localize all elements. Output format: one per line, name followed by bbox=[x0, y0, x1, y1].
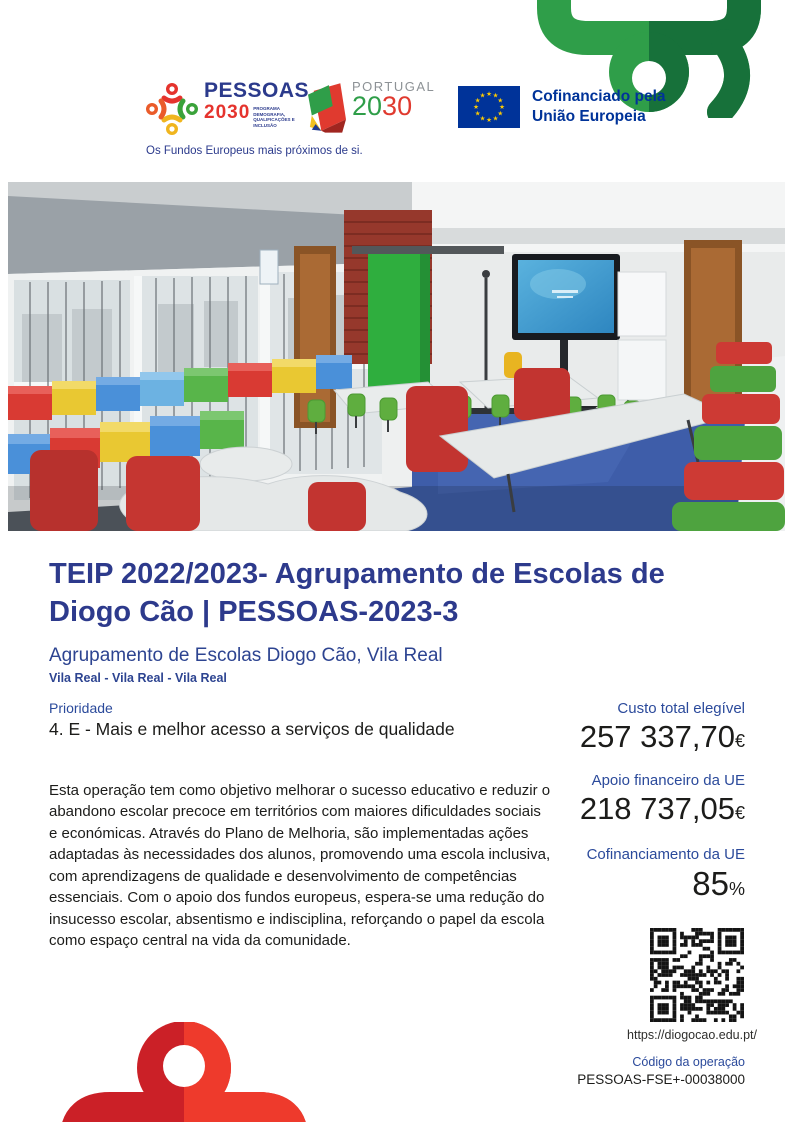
pessoas-logo-year: 2030 bbox=[204, 102, 251, 123]
qr-code bbox=[650, 928, 744, 1022]
svg-text:★: ★ bbox=[479, 91, 486, 100]
svg-text:★: ★ bbox=[474, 96, 481, 105]
operation-code: PESSOAS-FSE+-00038000 bbox=[577, 1072, 745, 1087]
portugal-logo-name: PORTUGAL bbox=[352, 79, 436, 94]
funds-tagline: Os Fundos Europeus mais próximos de si. bbox=[146, 145, 363, 157]
metric-eu-support-value bbox=[580, 791, 745, 827]
pessoas-figure-red-icon bbox=[52, 1022, 312, 1122]
metric-cofinancing-rate-value bbox=[587, 865, 745, 903]
svg-text:★: ★ bbox=[497, 96, 504, 105]
metric-total-cost-unit: € bbox=[734, 731, 745, 751]
classroom-photo bbox=[8, 182, 785, 531]
svg-text:★: ★ bbox=[479, 114, 486, 123]
logo-row bbox=[0, 78, 793, 138]
svg-text:★: ★ bbox=[474, 109, 481, 118]
metric-total-cost-value bbox=[580, 719, 745, 755]
metric-eu-support-unit: € bbox=[734, 803, 745, 823]
page-title: TEIP 2022/2023- Agrupamento de Escolas de Diogo Cão | PESSOAS-2023-3 bbox=[49, 558, 665, 628]
metric-total-cost-label: Custo total elegível bbox=[617, 700, 745, 717]
portugal-logo-year bbox=[352, 93, 435, 120]
eu-cofunding-logo bbox=[458, 86, 666, 128]
svg-text:★: ★ bbox=[499, 103, 505, 111]
beneficiary-name: Agrupamento de Escolas Diogo Cão, Vila Real bbox=[49, 645, 443, 666]
eu-label-line1: Cofinanciado pela bbox=[532, 87, 666, 105]
portugal-2030-logo bbox=[308, 80, 435, 134]
metric-cofinancing-rate-number: 85 bbox=[692, 865, 729, 902]
portugal-year-20: 20 bbox=[352, 91, 383, 121]
eu-flag-icon bbox=[458, 86, 520, 128]
metric-cofinancing-rate-label: Cofinanciamento da UE bbox=[586, 846, 745, 863]
website-link[interactable]: https://diogocao.edu.pt/ bbox=[627, 1028, 757, 1042]
operation-code-label: Código da operação bbox=[632, 1055, 745, 1069]
location-line: Vila Real - Vila Real - Vila Real bbox=[49, 671, 227, 685]
metric-total-cost-number: 257 337,70 bbox=[579, 719, 735, 754]
priority-value: 4. E - Mais e melhor acesso a serviços de qualidade bbox=[49, 719, 455, 739]
pessoas-logo-caption: PROGRAMA DEMOGRAFIA, QUALIFICAÇÕES E INCLUSÃO bbox=[253, 106, 295, 128]
metric-cofinancing-rate-unit: % bbox=[728, 879, 745, 899]
svg-text:★: ★ bbox=[486, 90, 492, 98]
metric-eu-support-number: 218 737,05 bbox=[579, 791, 735, 826]
priority-label: Prioridade bbox=[49, 700, 113, 716]
operation-description: Esta operação tem como objetivo melhorar o sucesso educativo e reduzir o abandono escolar precoce em territórios com maiores dificuldades sociais e económicas. Através do Plano de Melhoria, são implementadas ações adaptadas às necessidades dos alunos, promovendo uma escola inclusiva, com aprendizagens de qualidade e desenvolvimento de competências essenciais. Com o apoio dos fundos europeus, espera-se uma redução do insucesso escolar, absentismo e indisciplina, reforçando o papel da escola como espaço central na vida da comunidade. bbox=[49, 782, 551, 950]
svg-text:★: ★ bbox=[492, 91, 499, 100]
metric-total-cost bbox=[580, 700, 745, 755]
portugal-year-30: 30 bbox=[382, 91, 413, 121]
pessoas-logo-name: PESSOAS bbox=[204, 79, 310, 102]
pessoas-2030-logo bbox=[146, 80, 309, 136]
svg-text:★: ★ bbox=[486, 116, 492, 124]
metric-eu-support bbox=[580, 772, 745, 827]
metric-eu-support-label: Apoio financeiro da UE bbox=[591, 772, 745, 789]
svg-text:★: ★ bbox=[473, 103, 479, 111]
svg-text:★: ★ bbox=[492, 114, 499, 123]
pessoas-logo-icon bbox=[146, 80, 198, 136]
portugal-logo-icon bbox=[308, 80, 346, 134]
eu-label-line2: União Europeia bbox=[532, 108, 646, 125]
metric-cofinancing-rate bbox=[587, 846, 745, 903]
svg-text:★: ★ bbox=[497, 109, 504, 118]
